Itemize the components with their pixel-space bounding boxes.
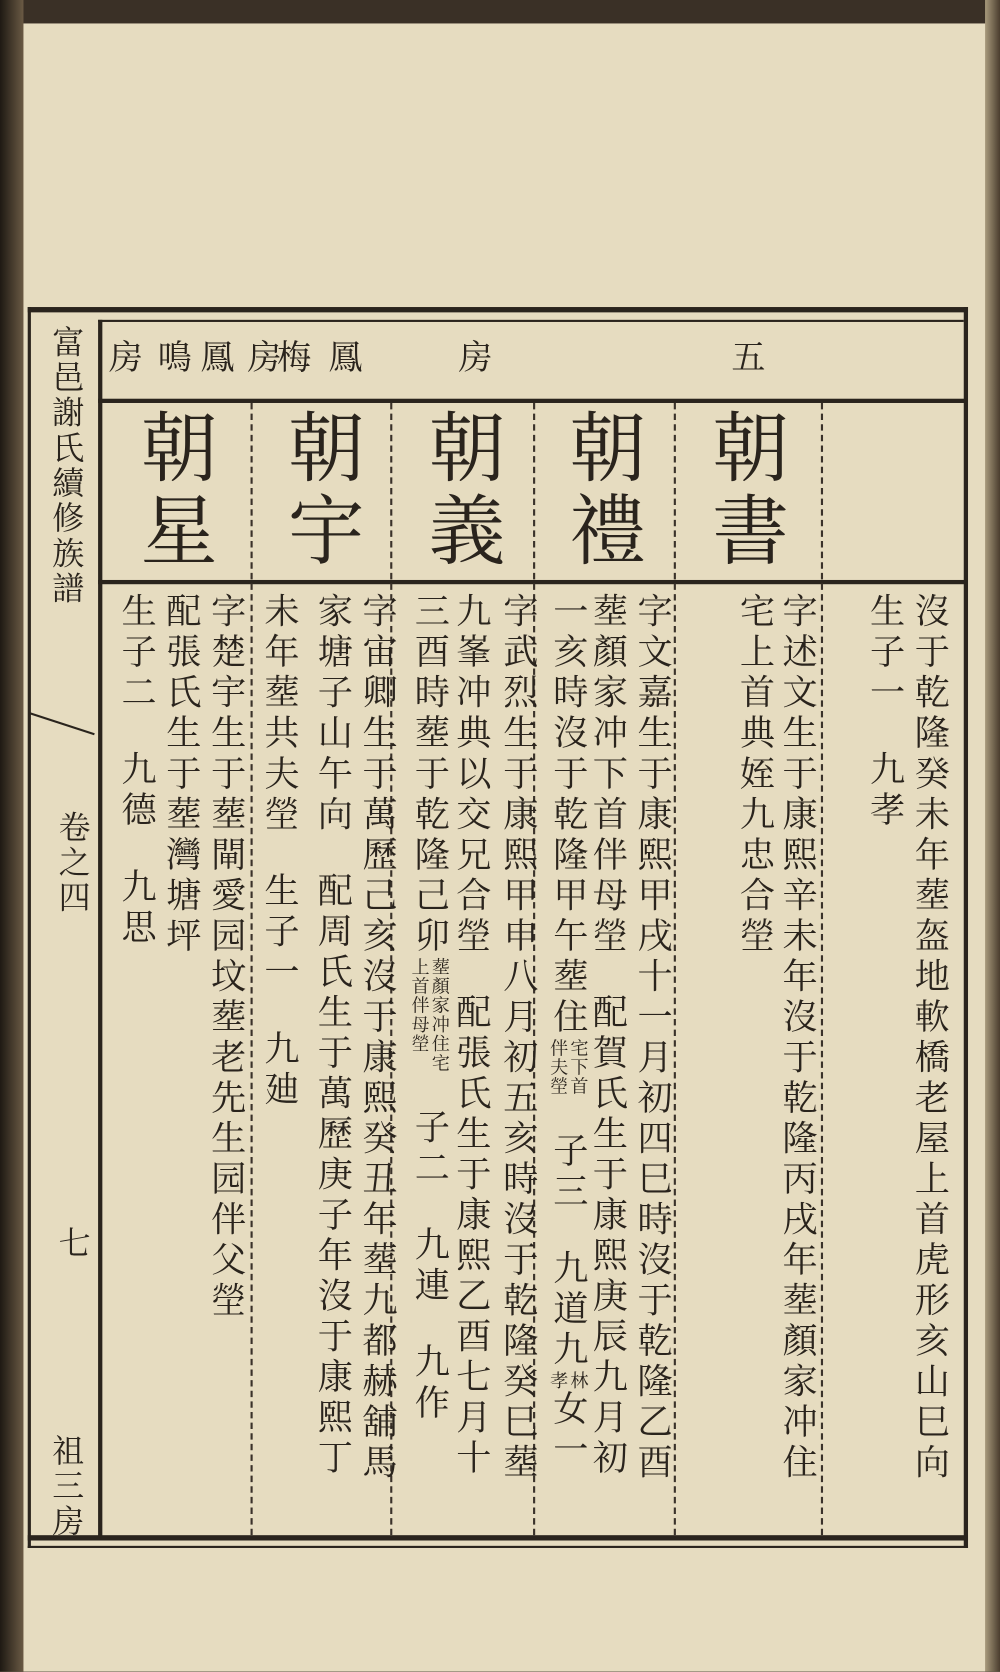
text-column [777,592,819,1485]
text-segment: 生子二 [116,592,158,715]
column-divider [251,403,253,1535]
person-name: 朝宇 [275,407,365,574]
text-segment: 家塘子山午向 [312,592,354,836]
annotation-line: 上首伴母塋 [407,957,429,1054]
header-cell: 五 [726,339,767,374]
text-segment: 字文嘉生于康熙甲戌十一月初四巳時沒于乾隆乙酉 [632,592,674,1485]
text-segment: 塟顏家冲下首伴母塋 [587,592,629,958]
text-column [909,592,951,1485]
frame-left [28,307,31,1548]
text-segment: 字楚宇生于塟閘愛园坟塟老先生园伴父塋 [205,592,248,1322]
text-column [357,592,399,1485]
annotation-line: 孝 [545,1371,568,1391]
text-segment: 女一 [547,1390,590,1472]
text-segment: 生子一 [259,872,301,994]
text-segment: 配周氏生于萬歷庚子年沒于康熙丁 [312,872,354,1480]
book-spine-edge [0,0,23,1672]
branch-label: 祖三房 [45,1433,84,1540]
text-segment: 配張氏生于塟灣塘坪 [160,592,203,958]
header-cell: 鳳 [195,339,236,374]
annotation-line: 宅下首 [566,1038,588,1096]
text-segment: 三酉時塟于乾隆己卯 [409,592,451,958]
text-segment: 未年塟共夫塋 [259,592,301,836]
header-cell: 鳴 [152,339,193,374]
text-segment: 字武烈生于康熙甲申八月初五亥時沒于乾隆癸巳塟 [497,592,540,1485]
person-name: 朝禮 [556,407,647,574]
person-name: 朝星 [127,407,218,574]
annotation-line: 伴夫塋 [545,1038,568,1096]
person-name: 朝書 [699,407,789,574]
text-segment: 宅上首典姪九忠合塋 [734,592,777,958]
header-cell: 鳳 [323,339,364,374]
text-column [632,592,674,1485]
text-column [160,592,203,958]
text-column [864,592,907,832]
text-segment: 生子一 [864,592,907,715]
annotation-note [546,1038,587,1096]
frame-bottom-inner [28,1546,968,1548]
text-segment: 沒于乾隆癸未年塟盔地軟橋老屋上首虎形亥山巳向 [909,592,951,1485]
text-column [312,592,354,1480]
frame-inner-left [98,320,102,1537]
header-cell: 梅 [271,339,313,374]
header-row-bottom [98,399,966,403]
text-segment: 九 [547,1330,590,1372]
page-right-edge [985,0,1000,1672]
text-column [545,592,590,1472]
header-cell: 房 [453,339,494,374]
text-segment: 一亥時沒于乾隆甲午塟住 [547,592,590,1039]
annotation-line: 林 [566,1371,588,1391]
text-segment: 九思 [116,867,158,949]
margin-divider [29,712,95,735]
text-column [450,592,493,1480]
column-divider [674,403,676,1535]
annotation-note [407,957,448,1072]
annotation-note [546,1371,587,1390]
text-segment: 子三 [547,1132,590,1214]
text-column [259,592,301,1111]
frame-top-outer [28,307,968,312]
text-segment: 九孝 [864,750,907,832]
text-column [587,592,629,1480]
book-title: 富邑謝氏續修族譜 [45,325,84,607]
page-number: 七 [52,1226,90,1262]
volume-label: 卷之四 [52,810,90,916]
text-segment: 配張氏生于康熙乙酉七月十 [450,993,493,1480]
text-segment: 字述文生于康熙辛未年沒于乾隆丙戌年塟顏家冲住 [777,592,819,1485]
column-divider [821,403,823,1535]
text-segment: 九作 [409,1343,451,1425]
annotation-line: 塟顏家冲住宅 [427,957,449,1073]
page-top-edge [0,0,1000,23]
frame-right [964,307,968,1548]
text-segment: 九連 [409,1226,451,1308]
text-segment: 配賀氏生于康熙庚辰九月初 [587,993,629,1480]
frame-bottom [28,1535,968,1540]
text-column [734,592,777,958]
text-column [407,592,451,1425]
person-name: 朝義 [415,407,506,574]
header-cell: 房 [242,339,283,374]
text-column [116,592,158,949]
header-cell: 房 [103,339,144,374]
text-segment: 字宙卿生于萬歷己亥沒于康熙癸丑年塟九都赫舖馬 [357,592,399,1485]
text-column [205,592,248,1322]
text-segment: 九德 [116,750,158,832]
text-segment: 子二 [409,1108,451,1190]
text-segment: 九道 [547,1249,590,1331]
text-column [497,592,540,1485]
frame-top-inner [98,320,964,322]
text-segment: 九廸 [259,1029,301,1111]
text-segment: 九峯冲典以交兄合塋 [450,592,493,958]
name-row-bottom [98,580,966,584]
